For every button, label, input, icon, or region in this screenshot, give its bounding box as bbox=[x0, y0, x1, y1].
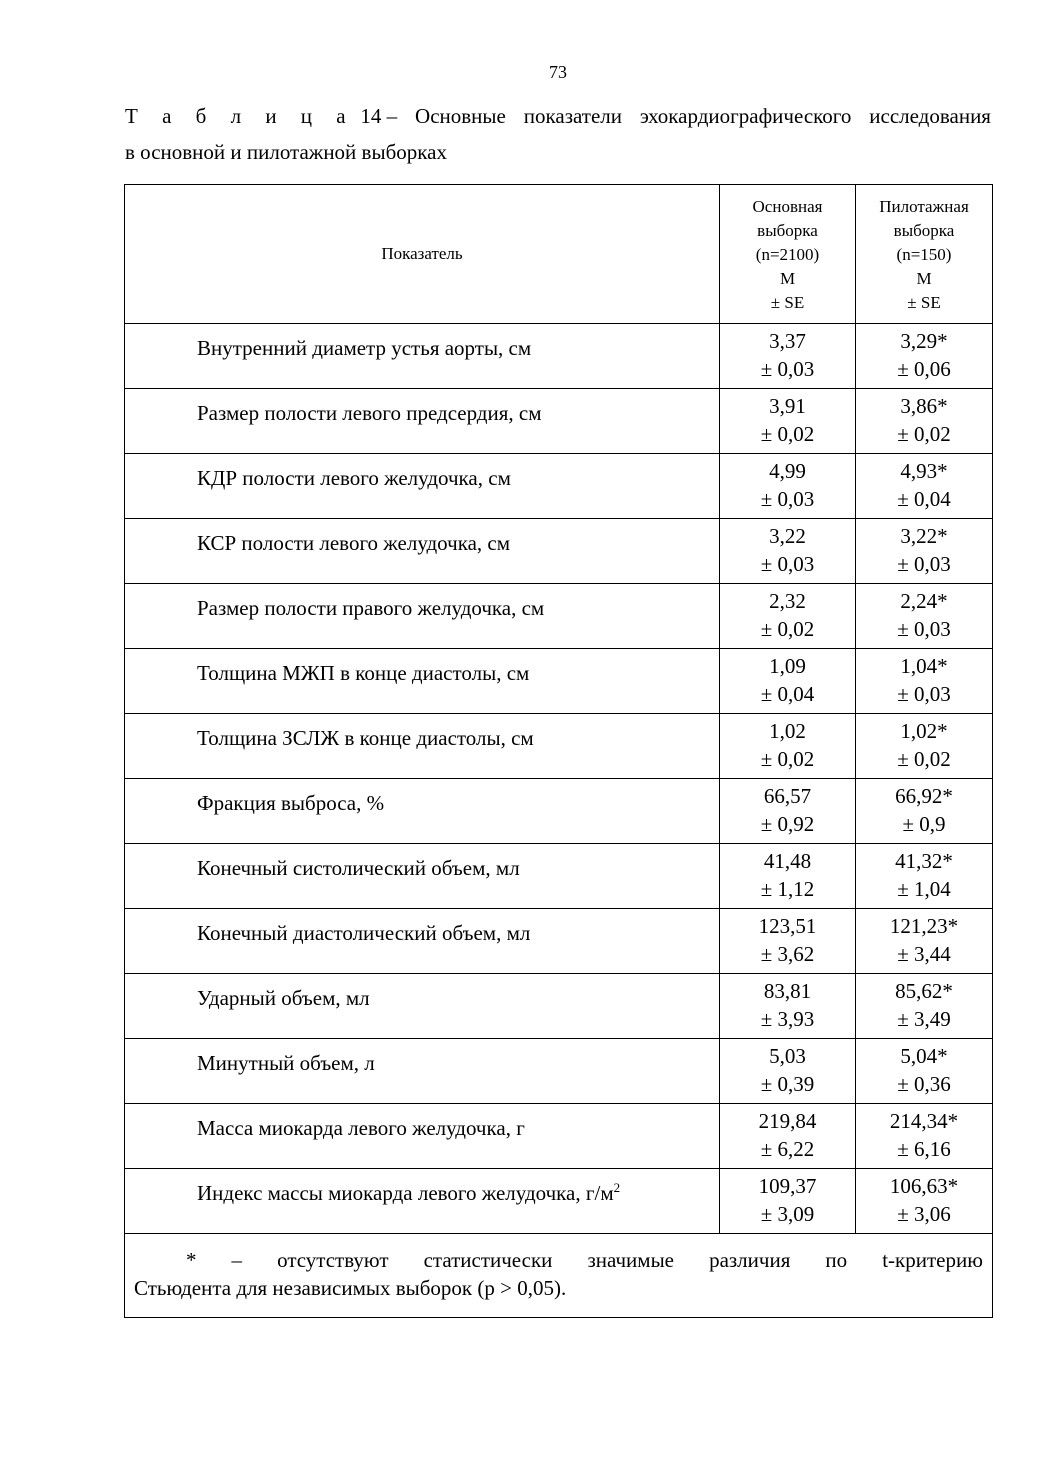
table-row bbox=[125, 324, 993, 389]
page-number: 73 bbox=[549, 62, 567, 82]
caption-word: эхокардиографического bbox=[639, 104, 852, 128]
table-row bbox=[125, 454, 993, 519]
pilot-sample-cell: 1,02* ± 0,02 bbox=[856, 714, 993, 779]
footnote bbox=[125, 1234, 993, 1318]
table-row bbox=[125, 974, 993, 1039]
main-sample-cell: 5,03 ± 0,39 bbox=[720, 1039, 856, 1104]
caption-word: исследования bbox=[869, 104, 991, 128]
pilot-sample-cell: 3,86* ± 0,02 bbox=[856, 389, 993, 454]
header-main-sample: Основная выборка (n=2100) M ± SE bbox=[720, 185, 856, 324]
caption-dash: – bbox=[386, 104, 398, 128]
table-row bbox=[125, 1104, 993, 1169]
table-row bbox=[125, 779, 993, 844]
pilot-sample-cell: 85,62* ± 3,49 bbox=[856, 974, 993, 1039]
caption-word: Основные bbox=[415, 104, 506, 128]
indicator-cell: КДР полости левого желудочка, см bbox=[125, 454, 720, 519]
pilot-sample-cell: 3,29* ± 0,06 bbox=[856, 324, 993, 389]
table-row bbox=[125, 584, 993, 649]
main-sample-cell: 1,02 ± 0,02 bbox=[720, 714, 856, 779]
header-indicator: Показатель bbox=[125, 185, 720, 324]
indicator-cell: Конечный систолический объем, мл bbox=[125, 844, 720, 909]
main-sample-cell: 41,48 ± 1,12 bbox=[720, 844, 856, 909]
pilot-sample-cell: 214,34* ± 6,16 bbox=[856, 1104, 993, 1169]
pilot-sample-cell: 1,04* ± 0,03 bbox=[856, 649, 993, 714]
pilot-sample-cell: 3,22* ± 0,03 bbox=[856, 519, 993, 584]
pilot-sample-cell: 4,93* ± 0,04 bbox=[856, 454, 993, 519]
indicator-cell: Размер полости правого желудочка, см bbox=[125, 584, 720, 649]
main-sample-cell: 2,32 ± 0,02 bbox=[720, 584, 856, 649]
echo-indicators-table bbox=[124, 184, 993, 1318]
main-sample-cell: 3,37 ± 0,03 bbox=[720, 324, 856, 389]
pilot-sample-cell: 106,63* ± 3,06 bbox=[856, 1169, 993, 1234]
footnote-row bbox=[125, 1234, 993, 1318]
table-row bbox=[125, 519, 993, 584]
table-row bbox=[125, 909, 993, 974]
table-row bbox=[125, 389, 993, 454]
indicator-cell: КСР полости левого желудочка, см bbox=[125, 519, 720, 584]
caption-line-1 bbox=[125, 98, 991, 134]
main-sample-cell: 66,57 ± 0,92 bbox=[720, 779, 856, 844]
caption-word: показатели bbox=[523, 104, 622, 128]
main-sample-cell: 3,91 ± 0,02 bbox=[720, 389, 856, 454]
indicator-cell: Масса миокарда левого желудочка, г bbox=[125, 1104, 720, 1169]
main-sample-cell: 123,51 ± 3,62 bbox=[720, 909, 856, 974]
caption-number: 14 bbox=[360, 104, 382, 128]
main-sample-cell: 1,09 ± 0,04 bbox=[720, 649, 856, 714]
table-caption bbox=[125, 98, 991, 170]
indicator-cell: Конечный диастолический объем, мл bbox=[125, 909, 720, 974]
footnote-line-1: * – отсутствуют статистически значимые различия по t-критерию bbox=[186, 1248, 983, 1272]
indicator-cell: Внутренний диаметр устья аорты, см bbox=[125, 324, 720, 389]
indicator-cell: Толщина МЖП в конце диастолы, см bbox=[125, 649, 720, 714]
pilot-sample-cell: 5,04* ± 0,36 bbox=[856, 1039, 993, 1104]
indicator-cell: Ударный объем, мл bbox=[125, 974, 720, 1039]
main-sample-cell: 219,84 ± 6,22 bbox=[720, 1104, 856, 1169]
table-header-row bbox=[125, 185, 993, 324]
table-row bbox=[125, 649, 993, 714]
indicator-cell: Размер полости левого предсердия, см bbox=[125, 389, 720, 454]
caption-label: Т а б л и ц а 14 – bbox=[125, 104, 398, 128]
main-sample-cell: 4,99 ± 0,03 bbox=[720, 454, 856, 519]
main-sample-cell: 3,22 ± 0,03 bbox=[720, 519, 856, 584]
table-row bbox=[125, 714, 993, 779]
main-sample-cell: 83,81 ± 3,93 bbox=[720, 974, 856, 1039]
caption-line-2: в основной и пилотажной выборках bbox=[125, 140, 447, 164]
pilot-sample-cell: 2,24* ± 0,03 bbox=[856, 584, 993, 649]
indicator-cell: Фракция выброса, % bbox=[125, 779, 720, 844]
pilot-sample-cell: 121,23* ± 3,44 bbox=[856, 909, 993, 974]
indicator-cell: Толщина ЗСЛЖ в конце диастолы, см bbox=[125, 714, 720, 779]
table-row bbox=[125, 1169, 993, 1234]
header-pilot-sample: Пилотажная выборка (n=150) M ± SE bbox=[856, 185, 993, 324]
table-row bbox=[125, 844, 993, 909]
footnote-line-2: Стьюдента для независимых выборок (р > 0,05). bbox=[134, 1276, 567, 1300]
indicator-cell: Минутный объем, л bbox=[125, 1039, 720, 1104]
superscript: 2 bbox=[613, 1180, 621, 1195]
indicator-cell: Индекс массы миокарда левого желудочка, $г/м^2$ bbox=[125, 1169, 720, 1234]
table-row bbox=[125, 1039, 993, 1104]
pilot-sample-cell: 41,32* ± 1,04 bbox=[856, 844, 993, 909]
main-sample-cell: 109,37 ± 3,09 bbox=[720, 1169, 856, 1234]
pilot-sample-cell: 66,92* ± 0,9 bbox=[856, 779, 993, 844]
